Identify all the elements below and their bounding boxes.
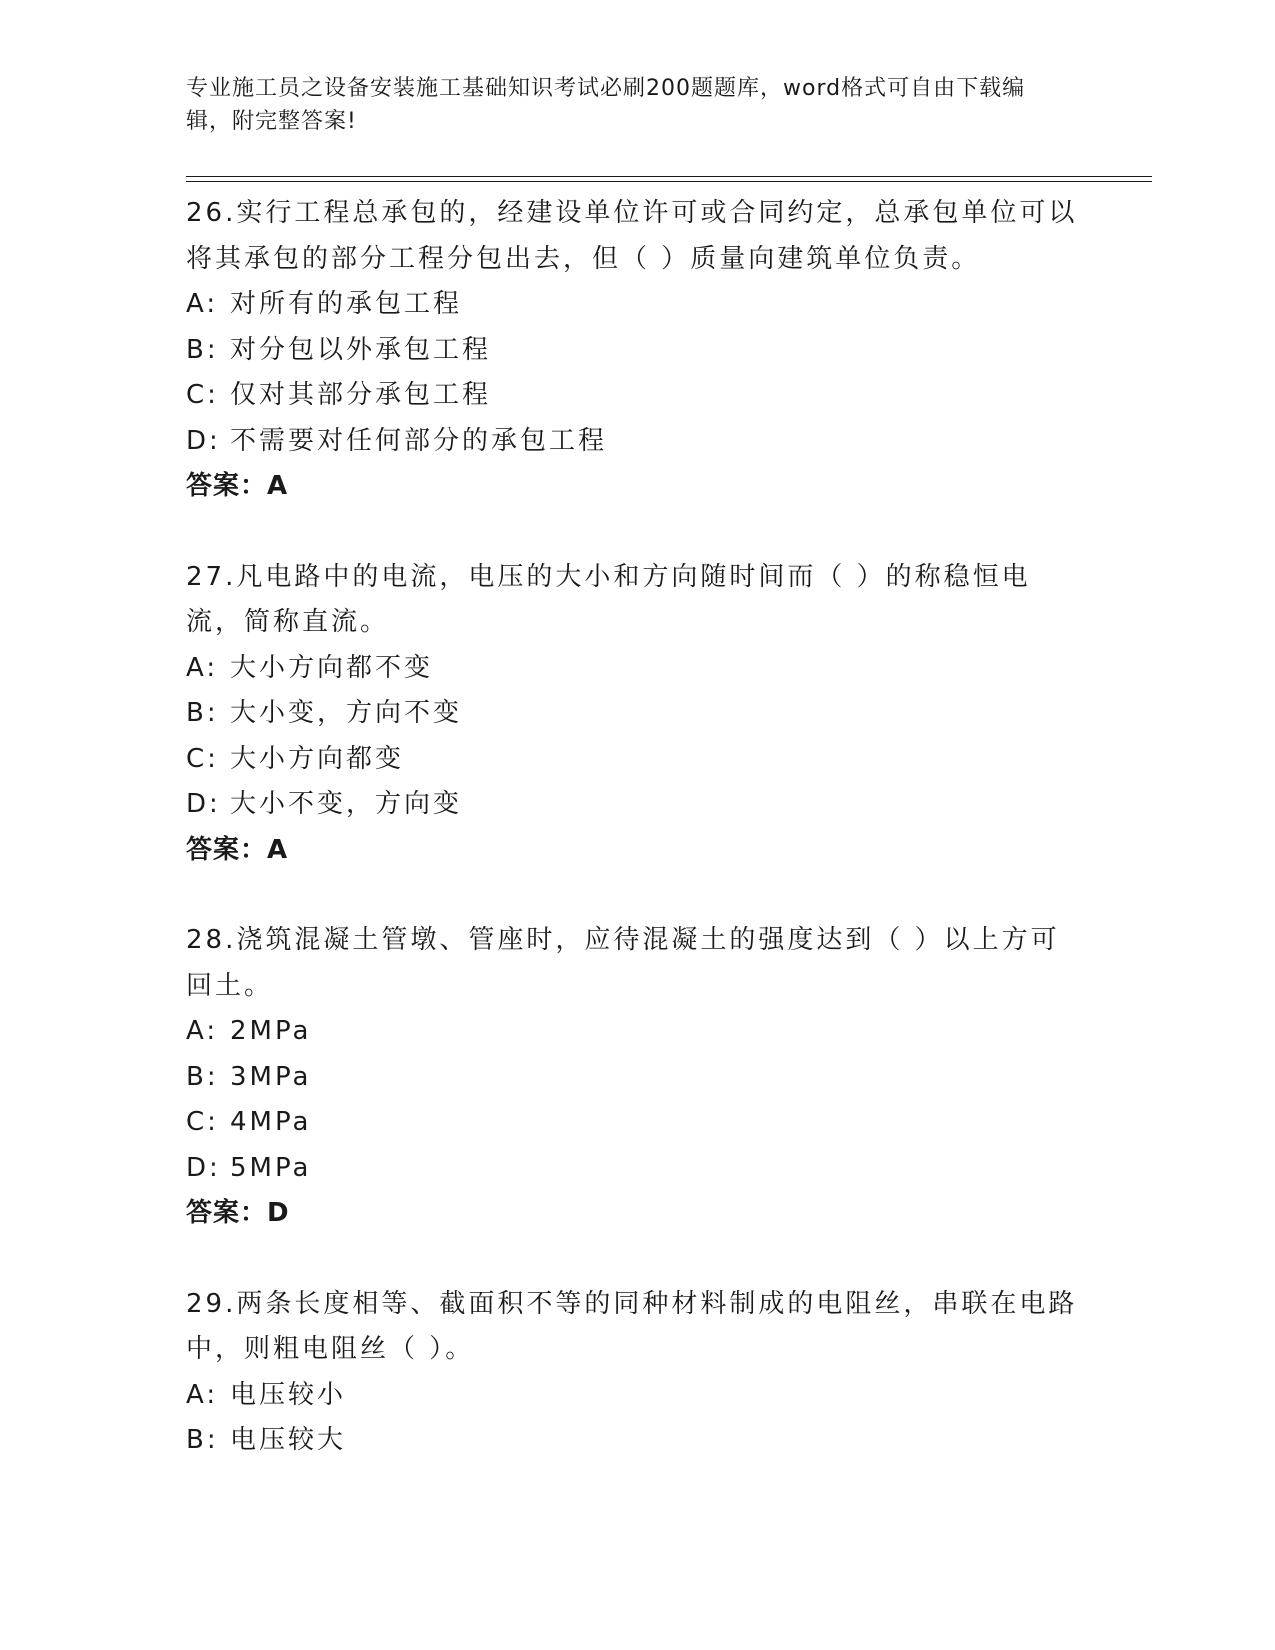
- option-label: C:: [186, 1107, 219, 1137]
- option-label: C:: [186, 380, 219, 410]
- question-26: [186, 191, 1086, 510]
- option-text: 2MPa: [230, 1016, 312, 1046]
- option-text: 对所有的承包工程: [230, 289, 463, 319]
- header-rule-top: [186, 176, 1152, 177]
- option-label: A:: [186, 652, 219, 683]
- answer: 答案：D: [186, 1198, 290, 1228]
- option-text: 3MPa: [230, 1061, 312, 1092]
- question-stem: 26.实行工程总承包的，经建设单位许可或合同约定，总承包单位可以将其承包的部分工程分包出去，但（ ）质量向建筑单位负责。: [186, 198, 1078, 274]
- option-label: D:: [186, 789, 221, 819]
- option-text: 电压较小: [230, 1379, 347, 1410]
- option-label: A:: [186, 289, 219, 319]
- question-list: [186, 191, 1086, 1464]
- answer: 答案：A: [186, 471, 289, 501]
- option-d: [186, 782, 1086, 828]
- option-b: [186, 691, 1086, 737]
- option-label: B:: [186, 334, 219, 365]
- header-rule-bottom: [186, 181, 1152, 182]
- option-c: [186, 373, 1086, 419]
- option-text: 大小方向都不变: [230, 652, 434, 683]
- document-header: 专业施工员之设备安装施工基础知识考试必刷200题题库，word格式可自由下载编辑，附完整答案!: [186, 76, 1026, 134]
- option-label: D:: [186, 425, 221, 456]
- option-text: 大小方向都变: [230, 743, 405, 774]
- option-a: [186, 646, 1086, 692]
- question-29: [186, 1282, 1086, 1464]
- option-text: 仅对其部分承包工程: [230, 380, 492, 410]
- question-stem: 29.两条长度相等、截面积不等的同种材料制成的电阻丝，串联在电路中，则粗电阻丝（ ）。: [186, 1288, 1078, 1364]
- option-b: [186, 1418, 1086, 1464]
- option-c: [186, 1100, 1086, 1146]
- question-stem: 28.浇筑混凝土管墩、管座时，应待混凝土的强度达到（ ）以上方可回土。: [186, 925, 1060, 1001]
- option-text: 不需要对任何部分的承包工程: [230, 425, 608, 456]
- option-label: D:: [186, 1152, 221, 1183]
- option-a: [186, 282, 1086, 328]
- question-27: [186, 555, 1086, 874]
- option-text: 5MPa: [230, 1152, 312, 1183]
- question-28: [186, 918, 1086, 1237]
- option-text: 对分包以外承包工程: [230, 334, 492, 365]
- option-label: B:: [186, 1061, 219, 1092]
- option-text: 大小不变，方向变: [230, 789, 463, 819]
- option-label: B:: [186, 1425, 219, 1455]
- option-d: [186, 419, 1086, 465]
- option-b: [186, 328, 1086, 374]
- option-b: [186, 1055, 1086, 1101]
- option-label: C:: [186, 743, 219, 774]
- answer: 答案：A: [186, 834, 289, 865]
- option-label: B:: [186, 698, 219, 728]
- option-c: [186, 737, 1086, 783]
- option-text: 大小变，方向不变: [230, 698, 463, 728]
- option-label: A:: [186, 1379, 219, 1410]
- option-text: 电压较大: [230, 1425, 347, 1455]
- option-a: [186, 1009, 1086, 1055]
- option-label: A:: [186, 1016, 219, 1046]
- question-stem: 27.凡电路中的电流，电压的大小和方向随时间而（ ）的称稳恒电流，简称直流。: [186, 561, 1031, 637]
- option-text: 4MPa: [230, 1107, 312, 1137]
- option-a: [186, 1373, 1086, 1419]
- option-d: [186, 1146, 1086, 1192]
